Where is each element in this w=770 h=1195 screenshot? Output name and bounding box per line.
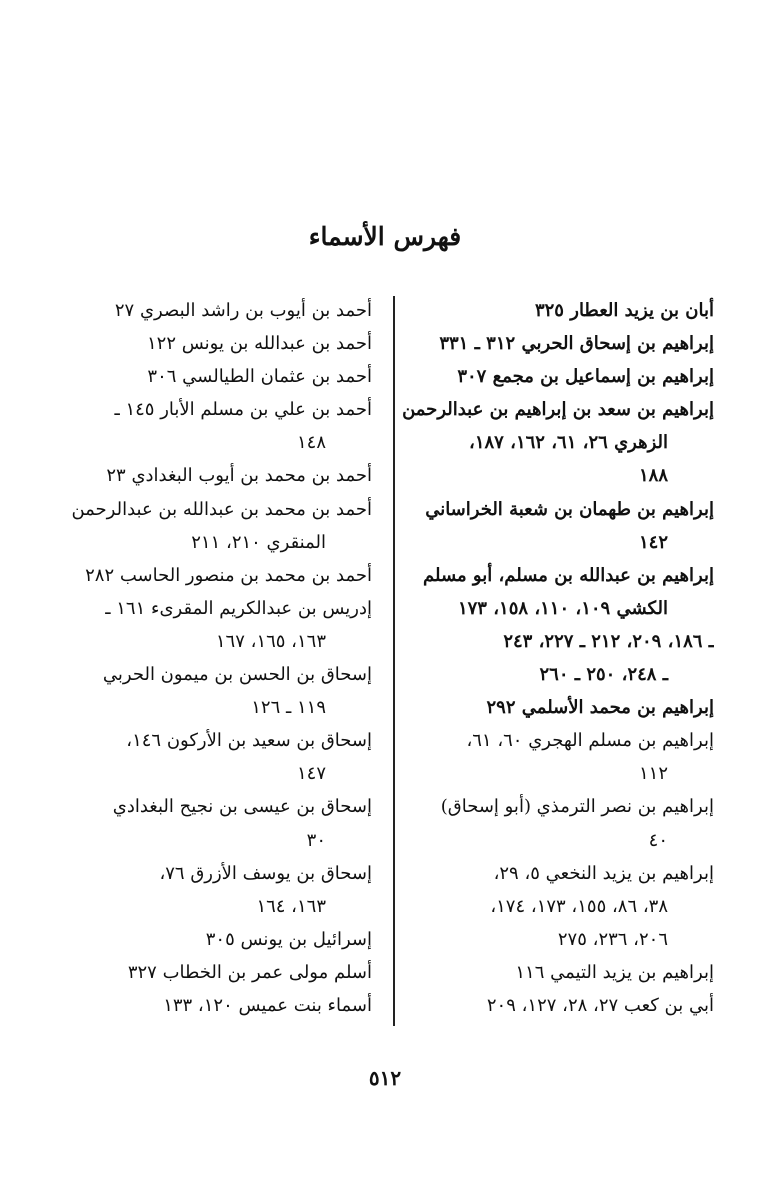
index-entry-line: الزهري ٢٦، ٦١، ١٦٢، ١٨٧،: [469, 432, 668, 454]
index-entry-line: إبراهيم بن طهمان بن شعبة الخراساني: [425, 498, 714, 520]
index-entry-line: أسماء بنت عميس ١٢٠، ١٣٣: [163, 994, 372, 1016]
index-entry-line: إبراهيم بن يزيد النخعي ٥، ٢٩،: [493, 862, 714, 884]
index-column-right: [402, 294, 714, 1022]
index-entry-line: إدريس بن عبدالكريم المقرىء ١٦١ ـ: [105, 597, 372, 619]
index-entry-line: إبراهيم بن يزيد التيمي ١١٦: [515, 961, 714, 983]
index-entry-line: ٣٨، ٨٦، ١٥٥، ١٧٣، ١٧٤،: [490, 895, 668, 917]
index-entry-line: ١٦٣، ١٦٥، ١٦٧: [215, 630, 326, 652]
column-divider: [393, 296, 395, 1026]
index-entry-line: ١٤٨: [296, 432, 326, 454]
index-entry-line: الكشي ١٠٩، ١١٠، ١٥٨، ١٧٣: [457, 597, 668, 619]
index-entry-line: ١٤٢: [638, 531, 668, 553]
index-entry-line: ١٤٧: [296, 763, 326, 785]
index-entry-line: إسحاق بن الحسن بن ميمون الحربي: [102, 664, 372, 686]
page-title: فهرس الأسماء: [308, 222, 462, 251]
index-entry-line: ١١٩ ـ ١٢٦: [251, 697, 326, 719]
index-entry-line: أحمد بن علي بن مسلم الأبار ١٤٥ ـ: [114, 399, 372, 421]
page-number: ٥١٢: [368, 1066, 402, 1090]
index-entry-line: ١٦٣، ١٦٤: [256, 895, 326, 917]
index-entry-line: إسحاق بن عيسى بن نجيح البغدادي: [112, 796, 372, 818]
index-entry-line: أحمد بن عثمان الطيالسي ٣٠٦: [147, 366, 372, 388]
index-entry-line: إسرائيل بن يونس ٣٠٥: [205, 928, 372, 950]
index-entry-line: ٢٠٦، ٢٣٦، ٢٧٥: [557, 928, 668, 950]
index-entry-line: إسحاق بن يوسف الأزرق ٧٦،: [159, 862, 372, 884]
index-entry-line: ـ ٢٤٨، ٢٥٠ ـ ٢٦٠: [539, 664, 668, 686]
index-entry-line: إبراهيم بن نصر الترمذي (أبو إسحاق): [440, 796, 714, 818]
index-entry-line: إبراهيم بن محمد الأسلمي ٢٩٢: [486, 697, 714, 719]
index-entry-line: ١١٢: [638, 763, 668, 785]
index-entry-line: أبان بن يزيد العطار ٣٢٥: [534, 300, 714, 321]
index-entry-line: أسلم مولى عمر بن الخطاب ٣٢٧: [127, 961, 372, 983]
index-entry-line: المنقري ٢١٠، ٢١١: [191, 531, 326, 553]
index-entry-line: إبراهيم بن عبدالله بن مسلم، أبو مسلم: [423, 564, 714, 586]
index-entry-line: أحمد بن محمد بن أيوب البغدادي ٢٣: [106, 465, 372, 487]
index-entry-line: إبراهيم بن مسلم الهجري ٦٠، ٦١،: [466, 730, 714, 752]
index-entry-line: إبراهيم بن سعد بن إبراهيم بن عبدالرحمن: [402, 399, 714, 421]
index-entry-line: إسحاق بن سعيد بن الأركون ١٤٦،: [126, 730, 372, 752]
index-entry-line: أحمد بن محمد بن عبدالله بن عبدالرحمن: [71, 498, 372, 520]
index-column-left: [60, 294, 372, 1022]
index-entry-line: أحمد بن محمد بن منصور الحاسب ٢٨٢: [85, 564, 372, 586]
index-entry-line: أبي بن كعب ٢٧، ٢٨، ١٢٧، ٢٠٩: [486, 994, 714, 1016]
index-entry-line: ١٨٨: [638, 465, 668, 487]
index-entry-line: ـ ١٨٦، ٢٠٩، ٢١٢ ـ ٢٢٧، ٢٤٣: [503, 630, 714, 652]
index-entry-line: أحمد بن أيوب بن راشد البصري ٢٧: [114, 300, 372, 321]
index-entry-line: ٣٠: [306, 829, 326, 851]
index-entry-line: أحمد بن عبدالله بن يونس ١٢٢: [146, 333, 372, 355]
index-entry-line: ٤٠: [648, 829, 668, 851]
index-entry-line: إبراهيم بن إسماعيل بن مجمع ٣٠٧: [457, 366, 714, 388]
index-entry-line: إبراهيم بن إسحاق الحربي ٣١٢ ـ ٣٣١: [439, 333, 714, 355]
